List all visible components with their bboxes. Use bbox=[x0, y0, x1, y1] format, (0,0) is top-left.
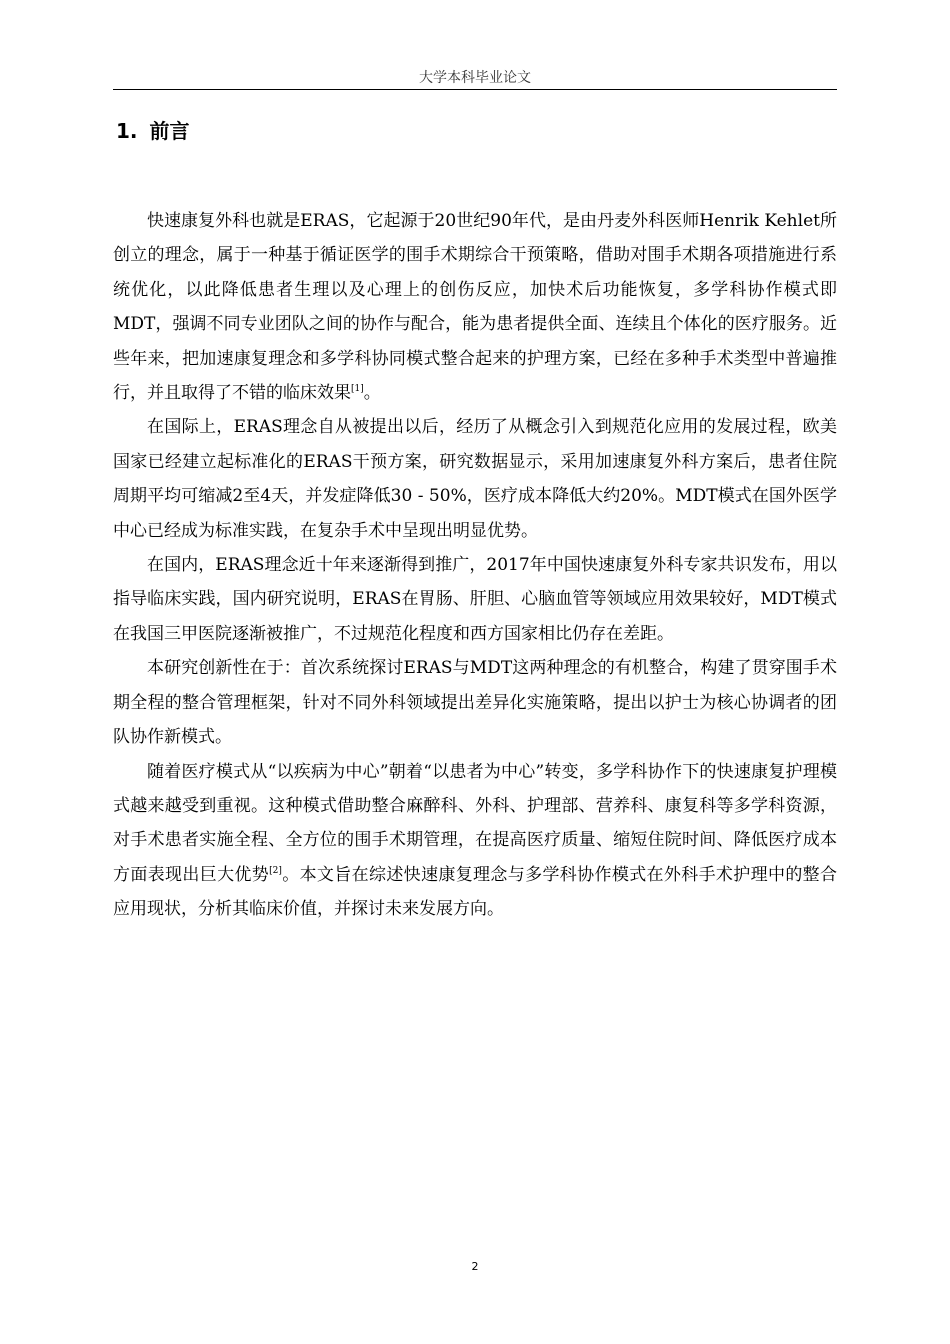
page-number: 2 bbox=[471, 1260, 479, 1273]
paragraph-3 bbox=[113, 548, 837, 651]
citation-ref: [1] bbox=[351, 384, 364, 395]
paragraph-tail: 。本文旨在综述快速康复理念与多学科协作模式在外科手术护理中的整合应用现状，分析其临床价值，并探讨未来发展方向。 bbox=[113, 864, 838, 920]
paragraph-4 bbox=[113, 651, 837, 754]
paragraph-text: 在国际上，ERAS理念自从被提出以后，经历了从概念引入到规范化应用的发展过程，欧美国家已经建立起标准化的ERAS干预方案，研究数据显示，采用加速康复外科方案后，患者住院周期平均可缩减2至4天，并发症降低30 - 50%，医疗成本降低大约20%。MDT模式在国外医学中心已经成为标准实践，在复杂手术中呈现出明显优势。 bbox=[113, 417, 837, 541]
paragraph-tail: 。 bbox=[363, 383, 381, 404]
paragraph-5 bbox=[113, 755, 837, 927]
body-text bbox=[113, 204, 837, 927]
paragraph-text: 本研究创新性在于：首次系统探讨ERAS与MDT这两种理念的有机整合，构建了贯穿围手术期全程的整合管理框架，针对不同外科领域提出差异化实施策略，提出以护士为核心协调者的团队协作新模式。 bbox=[113, 658, 837, 748]
running-header: 大学本科毕业论文 bbox=[113, 68, 837, 90]
paragraph-text: 在国内，ERAS理念近十年来逐渐得到推广，2017年中国快速康复外科专家共识发布，用以指导临床实践，国内研究说明，ERAS在胃肠、肝胆、心脑血管等领域应用效果较好，MDT模式在我国三甲医院逐渐被推广，不过规范化程度和西方国家相比仍存在差距。 bbox=[113, 555, 837, 644]
section-number: 1. bbox=[116, 119, 138, 143]
section-heading bbox=[116, 116, 190, 146]
citation-ref: [2] bbox=[269, 865, 282, 876]
paragraph-text: 随着医疗模式从“以疾病为中心”朝着“以患者为中心”转变，多学科协作下的快速康复护理模式越来越受到重视。这种模式借助整合麻醉科、外科、护理部、营养科、康复科等多学科资源，对手术患者实施全程、全方位的围手术期管理，在提高医疗质量、缩短住院时间、降低医疗成本方面表现出巨大优势 bbox=[113, 761, 837, 885]
section-title: 前言 bbox=[149, 119, 190, 143]
paragraph-1 bbox=[113, 204, 837, 410]
paragraph-2 bbox=[113, 410, 837, 548]
paragraph-text: 快速康复外科也就是ERAS，它起源于20世纪90年代，是由丹麦外科医师Henrik Kehlet所创立的理念，属于一种基于循证医学的围手术期综合干预策略，借助对围手术期各项措施进行系统优化，以此降低患者生理以及心理上的创伤反应，加快术后功能恢复，多学科协作模式即MDT，强调不同专业团队之间的协作与配合，能为患者提供全面、连续且个体化的医疗服务。近些年来，把加速康复理念和多学科协同模式整合起来的护理方案，已经在多种手术类型中普遍推行，并且取得了不错的临床效果 bbox=[113, 211, 837, 404]
